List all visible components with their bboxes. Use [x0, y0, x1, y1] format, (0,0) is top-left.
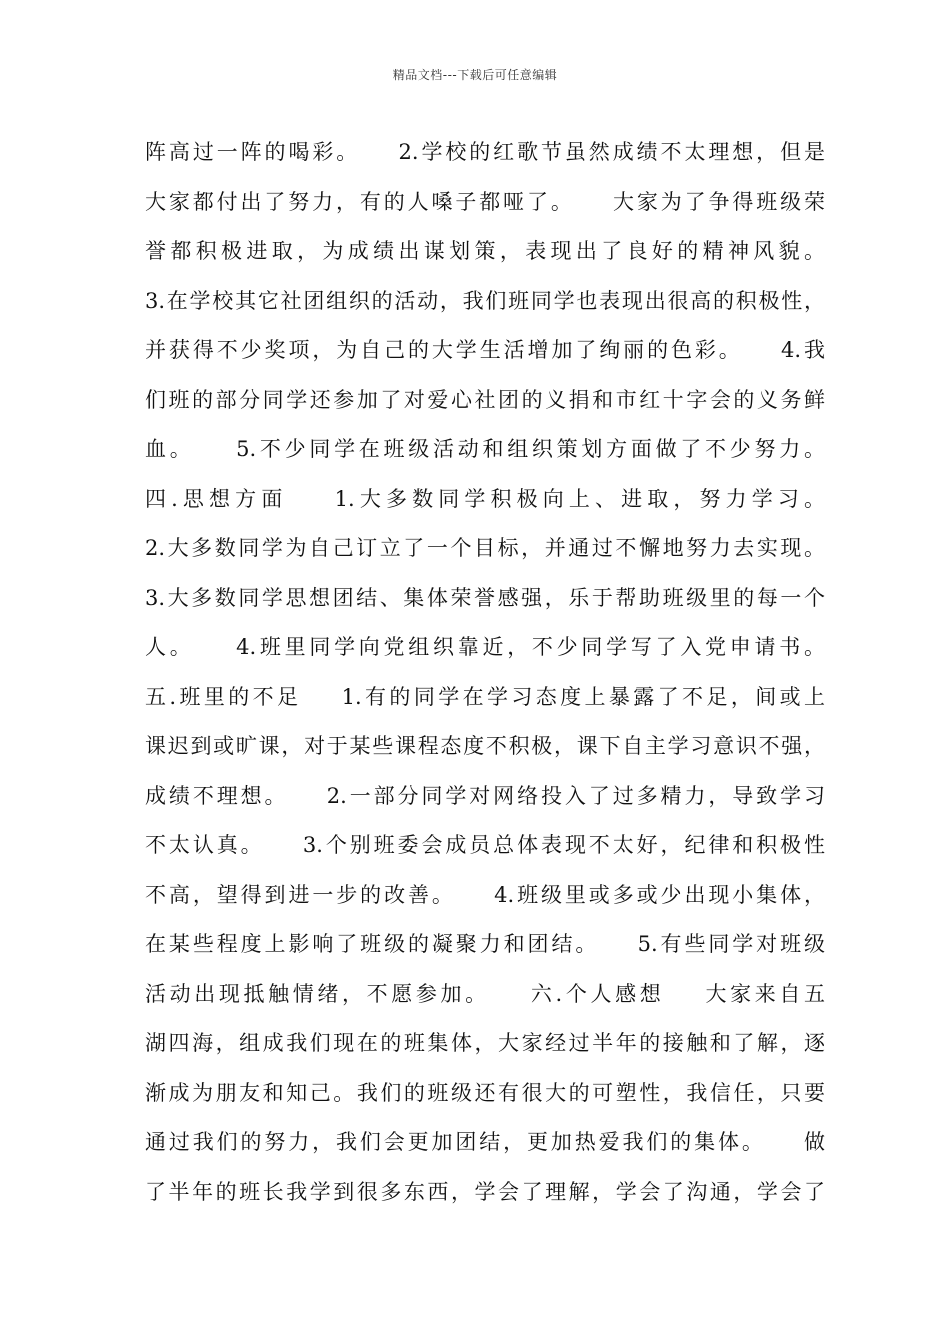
text-line-3: 誉都积极进取，为成绩出谋划策，表现出了良好的精神风貌。: [145, 239, 825, 263]
text-line-15: 不太认真。 3.个别班委会成员总体表现不太好，纪律和积极性: [145, 833, 825, 857]
text-line-12: 五.班里的不足 1.有的同学在学习态度上暴露了不足，间或上: [145, 684, 825, 709]
text-line-17: 在某些程度上影响了班级的凝聚力和团结。 5.有些同学对班级: [145, 932, 825, 956]
text-line-13: 课迟到或旷课，对于某些课程态度不积极，课下自主学习意识不强，: [145, 734, 825, 758]
text-line-2: 大家都付出了努力，有的人嗓子都哑了。 大家为了争得班级荣: [145, 189, 825, 214]
document-body: [145, 134, 825, 1223]
text-line-5: 并获得不少奖项，为自己的大学生活增加了绚丽的色彩。 4.我: [145, 338, 825, 362]
text-line-6: 们班的部分同学还参加了对爱心社团的义捐和市红十字会的义务鲜: [145, 387, 825, 412]
text-line-18: 活动出现抵触情绪，不愿参加。 六.个人感想 大家来自五: [145, 981, 825, 1006]
text-line-20: 渐成为朋友和知己。我们的班级还有很大的可塑性，我信任，只要: [145, 1080, 825, 1105]
page-header: 精品文档---下载后可任意编辑: [392, 68, 558, 82]
text-line-21: 通过我们的努力，我们会更加团结，更加热爱我们的集体。 做: [145, 1130, 825, 1154]
text-line-8: 四.思想方面 1.大多数同学积极向上、进取，努力学习。: [145, 486, 825, 511]
text-line-4: 3.在学校其它社团组织的活动，我们班同学也表现出很高的积极性，: [145, 288, 825, 313]
text-line-1: 阵高过一阵的喝彩。 2.学校的红歌节虽然成绩不太理想，但是: [145, 140, 825, 164]
text-line-16: 不高，望得到进一步的改善。 4.班级里或多或少出现小集体，: [145, 882, 825, 907]
text-line-10: 3.大多数同学思想团结、集体荣誉感强，乐于帮助班级里的每一个: [145, 585, 825, 610]
text-line-19: 湖四海，组成我们现在的班集体，大家经过半年的接触和了解，逐: [145, 1031, 825, 1055]
text-line-9: 2.大多数同学为自己订立了一个目标，并通过不懈地努力去实现。: [145, 536, 825, 560]
text-line-22: 了半年的班长我学到很多东西，学会了理解，学会了沟通，学会了: [145, 1179, 825, 1204]
text-line-11: 人。 4.班里同学向党组织靠近，不少同学写了入党申请书。: [145, 635, 825, 659]
text-line-14: 成绩不理想。 2.一部分同学对网络投入了过多精力，导致学习: [145, 783, 825, 808]
text-line-7: 血。 5.不少同学在班级活动和组织策划方面做了不少努力。: [145, 437, 825, 461]
